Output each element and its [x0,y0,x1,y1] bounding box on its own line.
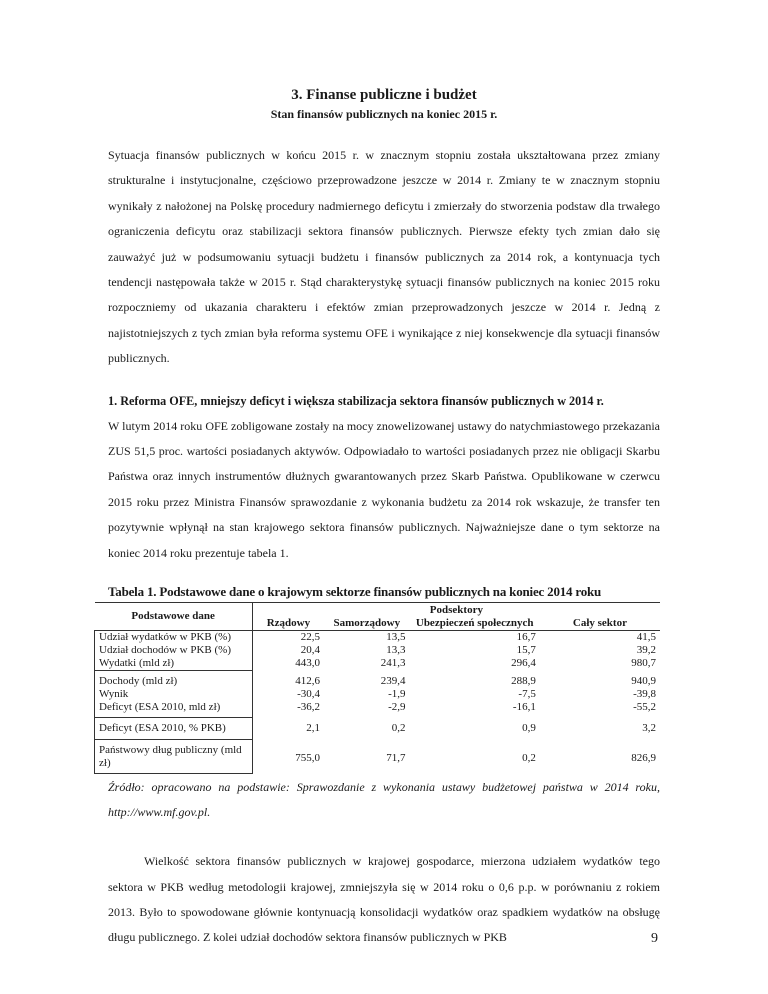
table-row [95,740,661,774]
cell: 239,4 [380,674,406,687]
public-finance-table [94,602,660,774]
document-page [99,86,660,951]
table-caption: Tabela 1. Podstawowe dane o krajowym sektorze finansów publicznych na koniec 2014 roku [108,584,602,600]
row-label: Wydatki (mld zł) [95,657,253,671]
row-label: Deficyt (ESA 2010, % PKB) [95,718,253,740]
cell: 2,1 [306,722,321,735]
cell: -55,2 [633,701,656,714]
cell: 71,7 [386,752,406,765]
header-group: Podsektory [252,603,660,618]
cell: 41,5 [636,631,656,644]
header-col-rzadowy: Rządowy [252,617,324,631]
cell: 443,0 [295,657,321,670]
cell: 412,6 [295,674,321,687]
row-label: Udział dochodów w PKB (%) [95,644,253,657]
row-label: Dochody (mld zł) [95,671,253,689]
cell: 13,5 [386,631,406,644]
section-heading: 1. Reforma OFE, mniejszy deficyt i większa stabilizacja sektora finansów publicznych w 2014 r. [108,393,604,408]
row-label: Deficyt (ESA 2010, mld zł) [95,701,253,718]
source-link[interactable]: http://www.mf.gov.pl. [108,805,211,820]
cell: -30,4 [297,688,321,701]
cell: -16,1 [512,701,536,714]
table-row [95,671,661,689]
row-label: Wynik [95,688,253,701]
cell: 0,2 [522,752,536,765]
cell: -36,2 [297,701,321,714]
cell: 3,2 [642,722,656,735]
header-col-samorzadowy: Samorządowy [324,617,410,631]
row-label: Udział wydatków w PKB (%) [95,631,253,645]
cell: 0,9 [522,722,536,735]
cell: 0,2 [391,722,406,735]
closing-paragraph: Wielkość sektora finansów publicznych w krajowej gospodarce, mierzona udziałem wydatków tego sektora w PKB według metodologii krajowej, zmniejszyła się w 2014 roku o 0,6 p.p. w porównaniu z rokiem 2013. Było to spowodowane głównie kontynuacją konsolidacji wydatków oraz spadkiem wydatków na obsługę długu publicznego. Z kolei udział dochodów sektora finansów publicznych w PKB [108,854,660,945]
page-number: 9 [651,931,658,946]
table-row [95,701,661,718]
cell: 16,7 [516,631,536,644]
cell: 13,3 [386,644,406,657]
header-col-ubezpieczen: Ubezpieczeń społecznych [410,617,540,631]
cell: 755,0 [295,752,321,765]
cell: -7,5 [518,688,536,701]
header-label: Podstawowe dane [95,603,253,631]
table-row [95,657,661,671]
table-row [95,718,661,740]
table-row [95,688,661,701]
cell: 296,4 [511,657,536,670]
cell: 980,7 [631,657,656,670]
table-header-row [95,603,661,618]
cell: 288,9 [511,674,536,687]
cell: 940,9 [631,674,656,687]
cell: 39,2 [636,644,656,657]
row-label: Państwowy dług publiczny (mld zł) [95,740,253,774]
cell: 20,4 [300,644,321,657]
table-row [95,644,661,657]
table-row [95,631,661,645]
cell: -1,9 [388,688,406,701]
cell: 22,5 [300,631,321,644]
cell: -2,9 [388,701,406,714]
cell: 15,7 [516,644,536,657]
intro-paragraph: Sytuacja finansów publicznych w końcu 2015 r. w znacznym stopniu została ukształtowana przez zmiany strukturalne i instytucjonalne, częściowo przeprowadzone jeszcze w 2014 r. Zmiany te w znacznym stopniu wynikały z nałożonej na Polskę procedury nadmiernego deficytu i zmierzały do stworzenia podstaw dla trwałego ograniczenia deficytu oraz stabilizacji sektora finansów publicznych. Pierwsze efekty tych zmian dało się zauważyć już w podsumowaniu sytuacji budżetu i finansów publicznych za 2014 rok, a kontynuacja tych tendencji następowała także w 2015 r. Stąd charakterystykę sytuacji finansów publicznych na koniec 2015 roku rozpoczniemy od ukazania charakteru i efektów zmian przeprowadzonych jeszcze w 2014 r. Jedną z najistotniejszych z tych zmian była reforma systemu OFE i wynikające z niej konsekwencje dla sytuacji finansów publicznych. [108,148,660,366]
header-col-caly-sektor: Cały sektor [540,617,660,631]
cell: 826,9 [631,752,656,765]
source-text: Źródło: opracowano na podstawie: Sprawozdanie z wykonania ustawy budżetowej państwa w 2014 roku, [108,780,660,795]
section-paragraph: W lutym 2014 roku OFE zobligowane zostały na mocy znowelizowanej ustawy do natychmiastowego przekazania ZUS 51,5 proc. wartości posiadanych aktywów. Odpowiadało to wartości posiadanych przez nie obligacji Skarbu Państwa oraz innych instrumentów dłużnych gwarantowanych przez Skarb Państwa. Opublikowane w czerwcu 2015 roku przez Ministra Finansów sprawozdanie z wykonania budżetu za 2014 rok wskazuje, że transfer ten pozytywnie wpłynął na stan krajowego sektora finansów publicznych. Najważniejsze dane o tym sektorze na koniec 2014 roku prezentuje tabela 1. [108,418,660,560]
table-source [108,775,660,825]
chapter-title: 3. Finanse publiczne i budżet [291,87,477,103]
cell: 241,3 [380,657,406,670]
cell: -39,8 [633,688,656,701]
chapter-subtitle: Stan finansów publicznych na koniec 2015 r. [270,107,498,121]
